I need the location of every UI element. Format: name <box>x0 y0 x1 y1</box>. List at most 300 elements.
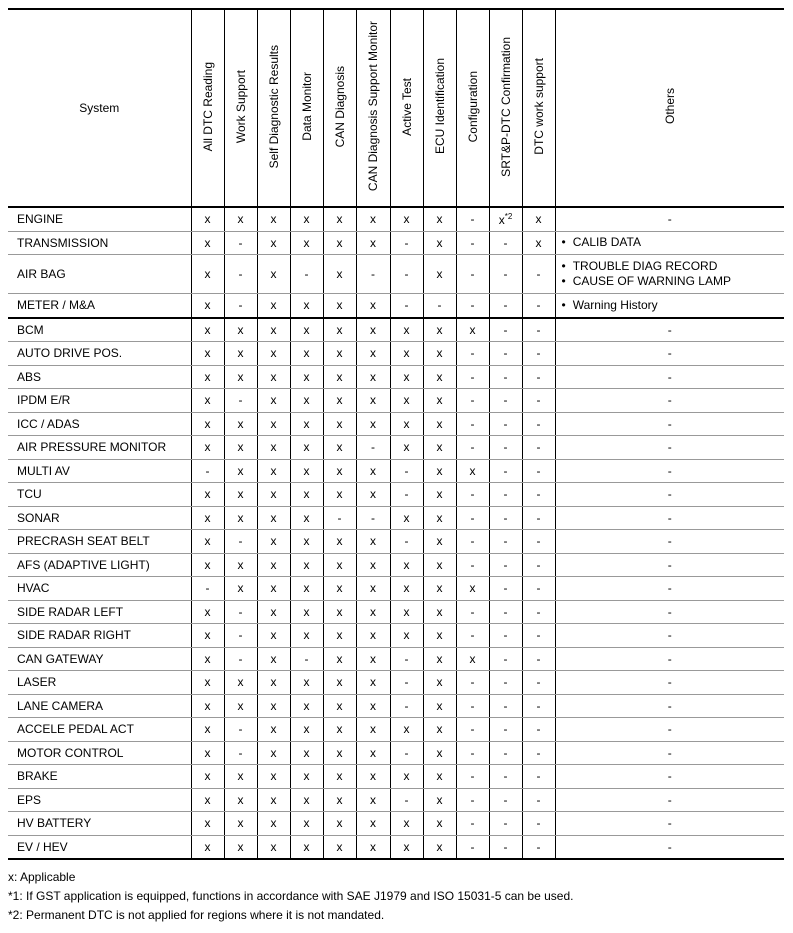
function-mark-cell <box>257 294 290 318</box>
mark-value: x <box>336 212 343 227</box>
function-mark-cell <box>257 718 290 742</box>
mark-value: x <box>204 322 211 337</box>
mark-value: - <box>404 745 409 760</box>
function-mark-cell <box>191 436 224 460</box>
function-mark-cell <box>224 412 257 436</box>
function-mark-cell <box>224 436 257 460</box>
function-mark-cell <box>290 600 323 624</box>
function-mark-cell <box>257 694 290 718</box>
function-mark-cell <box>224 624 257 648</box>
column-header: All DTC Reading <box>191 9 224 207</box>
mark-value: - <box>503 604 508 619</box>
function-mark-cell <box>522 483 555 507</box>
mark-value: x <box>237 769 244 784</box>
mark-value: x <box>303 393 310 408</box>
function-mark-cell <box>423 231 456 255</box>
mark-value: x <box>204 628 211 643</box>
mark-value: x <box>270 839 277 854</box>
function-mark-cell <box>390 718 423 742</box>
function-mark-cell <box>423 389 456 413</box>
function-mark-cell <box>323 436 356 460</box>
function-mark-cell <box>423 365 456 389</box>
table-row <box>8 718 784 742</box>
function-mark-cell <box>423 207 456 231</box>
function-mark-cell <box>224 647 257 671</box>
mark-value: - <box>503 839 508 854</box>
mark-value: x <box>204 675 211 690</box>
mark-value: x <box>436 604 443 619</box>
others-cell: - <box>555 459 784 483</box>
function-mark-cell <box>290 624 323 648</box>
mark-value: - <box>470 534 475 549</box>
function-mark-cell <box>191 553 224 577</box>
mark-value: - <box>470 604 475 619</box>
function-mark-cell <box>356 412 390 436</box>
footnote: *1: If GST application is equipped, functions in accordance with SAE J1979 and ISO 15031-5 can be used. <box>8 889 574 903</box>
mark-value: - <box>238 628 243 643</box>
mark-value: x <box>270 267 277 281</box>
function-mark-cell <box>224 389 257 413</box>
mark-value: - <box>536 651 541 666</box>
mark-value: - <box>503 769 508 784</box>
function-mark-cell <box>323 506 356 530</box>
mark-value: x <box>336 698 343 713</box>
others-cell: - <box>555 694 784 718</box>
table-row <box>8 671 784 695</box>
table-row <box>8 412 784 436</box>
function-mark-cell <box>224 255 257 294</box>
function-mark-cell <box>257 530 290 554</box>
function-mark-cell <box>522 812 555 836</box>
mark-value: x <box>436 440 443 455</box>
mark-value: x <box>436 235 443 250</box>
mark-value: - <box>470 675 475 690</box>
mark-value: - <box>404 675 409 690</box>
mark-value: - <box>536 839 541 854</box>
function-mark-cell <box>423 459 456 483</box>
column-header: CAN Diagnosis Support Monitor <box>356 9 390 207</box>
mark-value: - <box>536 534 541 549</box>
system-name-cell: SIDE RADAR RIGHT <box>8 624 191 648</box>
function-mark-cell <box>456 342 489 366</box>
column-header: Data Monitor <box>290 9 323 207</box>
function-mark-cell <box>390 647 423 671</box>
function-mark-cell <box>522 412 555 436</box>
mark-value: - <box>536 322 541 337</box>
function-mark-cell <box>522 506 555 530</box>
table-row <box>8 694 784 718</box>
system-name-cell: ACCELE PEDAL ACT <box>8 718 191 742</box>
others-cell: - <box>555 207 784 231</box>
function-mark-cell <box>522 718 555 742</box>
mark-value: x <box>303 769 310 784</box>
function-mark-cell <box>356 812 390 836</box>
footnote: *2: Permanent DTC is not applied for regions where it is not mandated. <box>8 908 385 922</box>
function-mark-cell <box>323 389 356 413</box>
mark-value: - <box>536 628 541 643</box>
function-mark-cell <box>522 694 555 718</box>
mark-value: x <box>336 267 343 281</box>
function-mark-cell <box>489 718 522 742</box>
mark-value: x <box>303 416 310 431</box>
function-mark-cell <box>257 600 290 624</box>
function-mark-cell <box>456 765 489 789</box>
function-mark-cell <box>456 788 489 812</box>
mark-value: x <box>303 346 310 361</box>
table-row <box>8 553 784 577</box>
function-mark-cell <box>323 812 356 836</box>
function-mark-cell <box>489 365 522 389</box>
function-mark-cell <box>390 365 423 389</box>
mark-value: x <box>237 322 244 337</box>
others-cell: - <box>555 812 784 836</box>
system-name-cell: CAN GATEWAY <box>8 647 191 671</box>
function-mark-cell <box>456 694 489 718</box>
function-mark-cell <box>423 483 456 507</box>
function-mark-cell <box>191 577 224 601</box>
function-mark-cell <box>323 483 356 507</box>
function-mark-cell <box>290 207 323 231</box>
function-mark-cell <box>423 671 456 695</box>
mark-value: x <box>204 212 211 227</box>
mark-value: x <box>436 816 443 831</box>
mark-value: x <box>370 212 376 227</box>
mark-value: x <box>535 235 542 250</box>
mark-value: x <box>303 581 310 596</box>
function-mark-cell <box>323 342 356 366</box>
function-mark-cell <box>390 741 423 765</box>
mark-value: - <box>404 267 409 281</box>
function-mark-cell <box>489 694 522 718</box>
mark-value: - <box>238 267 243 281</box>
function-mark-cell <box>390 812 423 836</box>
function-mark-cell <box>356 577 390 601</box>
mark-value: - <box>205 581 210 596</box>
function-mark-cell <box>522 671 555 695</box>
system-name-cell: ABS <box>8 365 191 389</box>
function-mark-cell <box>456 294 489 318</box>
column-header: SRT&P-DTC Confirmation <box>489 9 522 207</box>
function-mark-cell <box>257 231 290 255</box>
mark-value: x <box>303 557 310 572</box>
mark-value: x <box>303 510 310 525</box>
table-row <box>8 365 784 389</box>
function-mark-cell <box>423 553 456 577</box>
mark-value: x <box>370 581 376 596</box>
mark-value: x <box>436 557 443 572</box>
function-mark-cell <box>224 530 257 554</box>
mark-value: x <box>270 769 277 784</box>
function-mark-cell <box>456 812 489 836</box>
function-mark-cell <box>489 412 522 436</box>
function-mark-cell <box>224 835 257 859</box>
function-mark-cell <box>224 231 257 255</box>
function-mark-cell <box>489 835 522 859</box>
column-header: CAN Diagnosis <box>323 9 356 207</box>
others-cell: - <box>555 718 784 742</box>
mark-value: - <box>470 628 475 643</box>
mark-value: x <box>403 816 410 831</box>
function-mark-cell <box>356 365 390 389</box>
mark-value: - <box>238 235 243 250</box>
others-cell: - <box>555 788 784 812</box>
mark-value: x <box>436 698 443 713</box>
mark-value: x <box>336 369 343 384</box>
function-mark-cell <box>423 255 456 294</box>
mark-value: - <box>503 416 508 431</box>
function-mark-cell <box>522 530 555 554</box>
function-mark-cell <box>257 812 290 836</box>
mark-value: - <box>536 698 541 713</box>
mark-value: - <box>536 675 541 690</box>
mark-value: x <box>370 557 376 572</box>
mark-value: - <box>371 510 375 525</box>
function-mark-cell <box>489 342 522 366</box>
function-mark-cell <box>323 694 356 718</box>
table-row <box>8 530 784 554</box>
mark-value: x <box>303 839 310 854</box>
mark-value: - <box>503 651 508 666</box>
others-cell: - <box>555 553 784 577</box>
mark-value: x <box>403 346 410 361</box>
function-mark-cell <box>224 741 257 765</box>
function-mark-cell <box>257 207 290 231</box>
function-mark-cell <box>290 459 323 483</box>
mark-value: x <box>237 557 244 572</box>
mark-value: - <box>503 346 508 361</box>
function-mark-cell <box>489 671 522 695</box>
function-mark-cell <box>423 412 456 436</box>
mark-value: x <box>370 393 376 408</box>
mark-value: - <box>371 440 375 455</box>
function-mark-cell <box>257 436 290 460</box>
function-mark-cell <box>290 718 323 742</box>
function-mark-cell <box>290 671 323 695</box>
function-mark-cell <box>224 318 257 342</box>
mark-value: x <box>403 581 410 596</box>
function-mark-cell <box>489 506 522 530</box>
mark-value: x <box>270 816 277 831</box>
function-mark-cell <box>489 577 522 601</box>
function-mark-cell <box>257 553 290 577</box>
function-mark-cell <box>323 741 356 765</box>
mark-value: x <box>303 369 310 384</box>
mark-value: x <box>237 440 244 455</box>
function-mark-cell <box>257 671 290 695</box>
function-mark-cell <box>390 483 423 507</box>
function-mark-cell <box>456 577 489 601</box>
function-mark-cell <box>522 389 555 413</box>
function-mark-cell <box>423 812 456 836</box>
mark-value: x <box>204 792 211 807</box>
mark-value: x <box>270 510 277 525</box>
function-mark-cell <box>356 553 390 577</box>
mark-value: x <box>270 534 277 549</box>
function-mark-cell <box>390 318 423 342</box>
function-mark-cell <box>390 342 423 366</box>
footnote: x: Applicable <box>8 870 76 884</box>
mark-value: x <box>336 722 343 737</box>
others-cell: - <box>555 600 784 624</box>
others-cell: - <box>555 741 784 765</box>
others-cell: - <box>555 483 784 507</box>
function-mark-cell <box>191 294 224 318</box>
mark-value: x <box>336 440 343 455</box>
mark-value: - <box>503 581 508 596</box>
mark-value: x <box>403 839 410 854</box>
mark-value: x <box>204 267 211 281</box>
others-list <box>562 298 785 313</box>
function-mark-cell <box>456 506 489 530</box>
function-mark-cell <box>191 365 224 389</box>
mark-value: x <box>270 722 277 737</box>
function-mark-cell <box>224 812 257 836</box>
mark-value: x <box>436 651 443 666</box>
function-mark-cell <box>290 694 323 718</box>
function-mark-cell <box>290 318 323 342</box>
function-mark-cell <box>257 788 290 812</box>
function-mark-cell <box>390 255 423 294</box>
mark-value: - <box>503 393 508 408</box>
others-list-item: • Warning History <box>562 298 785 313</box>
function-mark-cell <box>356 255 390 294</box>
mark-value: x <box>270 745 277 760</box>
function-mark-cell <box>224 694 257 718</box>
table-row <box>8 835 784 859</box>
function-mark-cell <box>423 624 456 648</box>
mark-value: x <box>204 745 211 760</box>
function-mark-cell <box>423 530 456 554</box>
mark-value: x <box>237 816 244 831</box>
mark-value: x <box>403 604 410 619</box>
mark-value: x <box>370 298 376 313</box>
function-mark-cell <box>456 553 489 577</box>
others-cell: - <box>555 765 784 789</box>
mark-value: - <box>503 322 508 337</box>
function-mark-cell <box>323 835 356 859</box>
function-mark-cell <box>224 577 257 601</box>
mark-value: - <box>503 267 508 281</box>
mark-value: - <box>238 651 243 666</box>
mark-value: x <box>303 628 310 643</box>
mark-value: x <box>204 604 211 619</box>
function-mark-cell <box>390 459 423 483</box>
function-mark-cell <box>224 365 257 389</box>
function-mark-cell <box>224 483 257 507</box>
function-mark-cell <box>257 835 290 859</box>
function-mark-cell <box>191 231 224 255</box>
mark-value: x <box>436 534 443 549</box>
mark-value: x <box>303 816 310 831</box>
table-body <box>8 207 784 859</box>
function-mark-cell <box>489 231 522 255</box>
mark-value: x <box>535 212 542 227</box>
others-cell: - <box>555 530 784 554</box>
mark-value: - <box>536 745 541 760</box>
others-cell <box>555 231 784 255</box>
function-mark-cell <box>356 294 390 318</box>
mark-value: x <box>303 212 310 227</box>
mark-value: x <box>370 346 376 361</box>
mark-value: x <box>403 212 410 227</box>
function-mark-cell <box>191 765 224 789</box>
function-mark-cell <box>456 255 489 294</box>
function-mark-cell <box>522 647 555 671</box>
mark-value: - <box>503 487 508 502</box>
function-mark-cell <box>522 365 555 389</box>
system-name-cell: HVAC <box>8 577 191 601</box>
mark-value: x <box>436 675 443 690</box>
mark-value: - <box>470 510 475 525</box>
function-mark-cell <box>290 483 323 507</box>
mark-value: - <box>238 604 243 619</box>
mark-value: - <box>470 416 475 431</box>
mark-value: x <box>237 369 244 384</box>
function-mark-cell <box>257 741 290 765</box>
mark-value: - <box>470 745 475 760</box>
mark-value: x <box>370 745 376 760</box>
mark-value: x <box>270 604 277 619</box>
others-list <box>562 235 785 250</box>
mark-value: x <box>204 769 211 784</box>
mark-value: x <box>270 416 277 431</box>
mark-value: - <box>503 745 508 760</box>
function-mark-cell <box>191 812 224 836</box>
function-mark-cell <box>356 671 390 695</box>
function-mark-cell <box>456 600 489 624</box>
function-mark-cell <box>522 207 555 231</box>
mark-value: x <box>370 369 376 384</box>
mark-value: - <box>503 510 508 525</box>
table-row <box>8 231 784 255</box>
mark-value: - <box>503 440 508 455</box>
function-mark-cell <box>522 294 555 318</box>
function-mark-cell <box>290 412 323 436</box>
function-mark-cell <box>390 671 423 695</box>
mark-value: - <box>503 792 508 807</box>
function-mark-cell <box>323 318 356 342</box>
function-mark-cell <box>356 389 390 413</box>
mark-value: - <box>536 369 541 384</box>
function-mark-cell <box>290 231 323 255</box>
mark-value: x <box>303 463 310 478</box>
function-mark-cell <box>390 788 423 812</box>
table-row <box>8 318 784 342</box>
function-mark-cell <box>456 231 489 255</box>
mark-value: - <box>404 698 409 713</box>
mark-value: x <box>370 416 376 431</box>
table-row <box>8 436 784 460</box>
mark-value: x <box>303 534 310 549</box>
mark-value: - <box>437 298 442 313</box>
mark-value: - <box>238 722 243 737</box>
mark-value: x <box>237 698 244 713</box>
mark-value: x <box>270 792 277 807</box>
mark-value: x <box>370 839 376 854</box>
function-mark-cell <box>323 647 356 671</box>
footnote-reference: *2 <box>504 211 513 221</box>
system-name-cell: LANE CAMERA <box>8 694 191 718</box>
function-mark-cell <box>456 436 489 460</box>
mark-value: x <box>436 322 443 337</box>
function-mark-cell <box>489 647 522 671</box>
mark-value: x <box>270 698 277 713</box>
mark-value: x <box>270 369 277 384</box>
function-mark-cell <box>390 624 423 648</box>
mark-value: x <box>237 212 244 227</box>
function-mark-cell <box>191 741 224 765</box>
function-mark-cell <box>390 600 423 624</box>
